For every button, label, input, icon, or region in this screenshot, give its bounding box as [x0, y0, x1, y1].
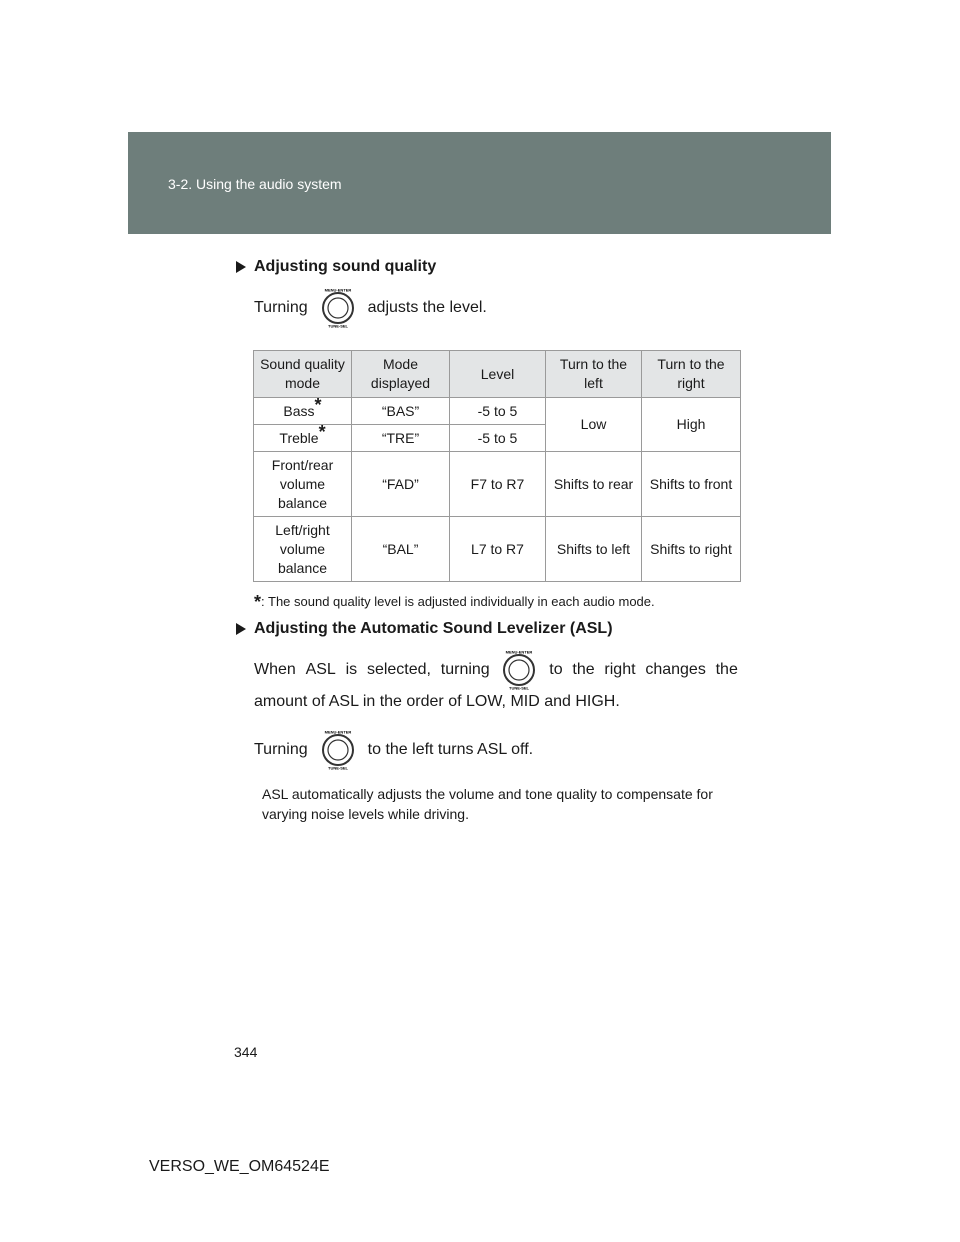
heading-sound-quality-text: Adjusting sound quality — [254, 258, 437, 275]
sound-quality-table — [253, 350, 741, 582]
asl-instruction-line3 — [254, 730, 533, 770]
knob-top-label: MENU-ENTER — [506, 650, 533, 655]
triangle-bullet-icon — [236, 623, 246, 635]
table-cell: -5 to 5 — [450, 425, 546, 452]
tune-sel-knob-icon — [318, 288, 358, 328]
heading-asl — [236, 620, 613, 638]
knob-top-label: MENU-ENTER — [324, 730, 351, 735]
table-cell-mode — [254, 421, 352, 452]
table-row — [254, 398, 741, 425]
instruction-after: adjusts the level. — [367, 299, 487, 316]
table-header-cell: Mode displayed — [352, 351, 450, 398]
table-cell: Low — [546, 398, 642, 452]
table-header-cell: Turn to the right — [642, 351, 741, 398]
table-cell: Left/right volume balance — [254, 517, 352, 582]
table-cell: Shifts to left — [546, 517, 642, 582]
table-row — [254, 517, 741, 582]
document-code: VERSO_WE_OM64524E — [149, 1158, 330, 1175]
table-header-cell: Level — [450, 351, 546, 398]
heading-asl-text: Adjusting the Automatic Sound Levelizer (ASL) — [254, 620, 613, 637]
table-cell: Shifts to right — [642, 517, 741, 582]
word: ASL — [305, 661, 336, 678]
bass-label: Bass — [283, 402, 315, 419]
footnote-text: : The sound quality level is adjusted individually in each audio mode. — [261, 594, 655, 609]
table-cell: F7 to R7 — [450, 452, 546, 517]
table-cell: Shifts to rear — [546, 452, 642, 517]
treble-label: Treble — [279, 429, 319, 446]
table-cell: -5 to 5 — [450, 398, 546, 425]
knob-bottom-label: TUNE-SEL — [327, 323, 348, 328]
table-cell-mode — [254, 394, 352, 425]
footnote — [254, 590, 655, 611]
table-header-row — [254, 351, 741, 398]
triangle-bullet-icon — [236, 261, 246, 273]
table-cell: L7 to R7 — [450, 517, 546, 582]
asl-instruction-line1 — [254, 650, 738, 690]
asl-note: ASL automatically adjusts the volume and tone quality to compensate for varying noise levels while driving. — [262, 786, 713, 822]
knob-top-label: MENU-ENTER — [324, 288, 351, 293]
word: the — [715, 661, 738, 678]
word: right — [604, 661, 636, 678]
table-cell: “BAL” — [352, 517, 450, 582]
word: When — [254, 661, 296, 678]
heading-sound-quality — [236, 258, 436, 276]
section-title: 3-2. Using the audio system — [168, 176, 342, 192]
word: to — [549, 661, 563, 678]
knob-bottom-label: TUNE-SEL — [327, 765, 348, 770]
asterisk-mark: * — [314, 394, 322, 415]
footnote-asterisk: * — [254, 592, 262, 612]
instruction-before: Turning — [254, 299, 308, 316]
header-band — [128, 132, 831, 234]
table-cell: “TRE” — [352, 425, 450, 452]
table-header-cell: Turn to the left — [546, 351, 642, 398]
word: the — [572, 661, 595, 678]
tune-sel-knob-icon — [318, 730, 358, 770]
word: is — [345, 661, 358, 678]
word: changes — [645, 661, 706, 678]
table-header-cell: Sound quality mode — [254, 351, 352, 398]
table-cell: High — [642, 398, 741, 452]
table-cell: Shifts to front — [642, 452, 741, 517]
table-cell: “BAS” — [352, 398, 450, 425]
knob-bottom-label: TUNE-SEL — [509, 685, 530, 690]
asterisk-mark: * — [318, 421, 326, 442]
table-cell: “FAD” — [352, 452, 450, 517]
instruction-before: Turning — [254, 741, 308, 758]
page-number: 344 — [234, 1044, 258, 1060]
word: selected, — [366, 661, 431, 678]
instruction-after: to the left turns ASL off. — [367, 741, 534, 758]
asl-instruction-line2: amount of ASL in the order of LOW, MID and HIGH. — [254, 693, 620, 710]
word: turning — [440, 661, 490, 678]
sound-quality-instruction — [254, 288, 487, 328]
table-cell: Front/rear volume balance — [254, 452, 352, 517]
tune-sel-knob-icon — [499, 650, 539, 690]
table-row — [254, 452, 741, 517]
